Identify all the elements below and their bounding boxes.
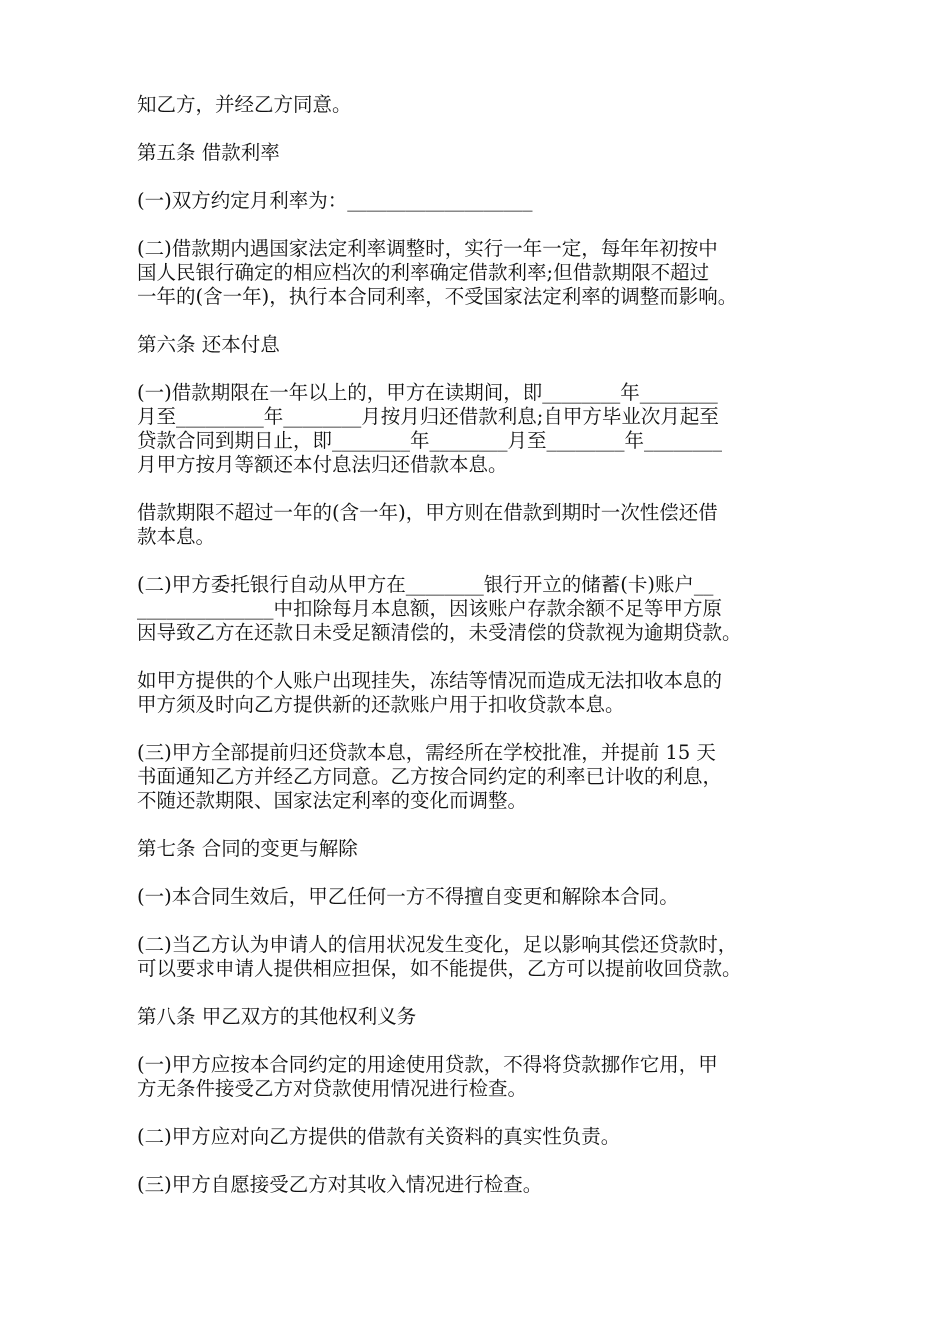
text-line: 方无条件接受乙方对贷款使用情况进行检查。: [137, 1077, 528, 1100]
section-heading: [137, 837, 817, 861]
text-line: 因导致乙方在还款日未受足额清偿的，未受清偿的贷款视为逾期贷款。: [137, 621, 742, 644]
paragraph: [137, 933, 817, 981]
text-line: 不随还款期限、国家法定利率的变化而调整。: [137, 789, 528, 812]
text-line: 知乙方，并经乙方同意。: [137, 93, 352, 116]
paragraph: [137, 237, 817, 309]
text-line: (二)借款期内遇国家法定利率调整时，实行一年一定，每年年初按中: [137, 237, 718, 260]
text-line: 甲方须及时向乙方提供新的还款账户用于扣收贷款本息。: [137, 693, 625, 716]
paragraph: [137, 741, 817, 813]
paragraph: [137, 501, 817, 549]
text-line: (三)甲方全部提前归还贷款本息，需经所在学校批准，并提前 15 天: [137, 741, 716, 764]
text-line: 第七条 合同的变更与解除: [137, 837, 358, 860]
paragraph: [137, 1053, 817, 1101]
text-line: (一)本合同生效后，甲乙任何一方不得擅自变更和解除本合同。: [137, 885, 679, 908]
text-line: (一)甲方应按本合同约定的用途使用贷款，不得将贷款挪作它用，甲: [137, 1053, 718, 1076]
text-line: (二)当乙方认为申请人的信用状况发生变化，足以影响其偿还贷款时，: [137, 933, 738, 956]
text-line: (一)双方约定月利率为：___________________: [137, 189, 533, 212]
text-line: (一)借款期限在一年以上的，甲方在读期间，即________年________: [137, 381, 718, 404]
paragraph: [137, 93, 817, 117]
text-line: 国人民银行确定的相应档次的利率确定借款利率;但借款期限不超过: [137, 261, 710, 284]
paragraph: [137, 1173, 817, 1197]
paragraph: [137, 189, 817, 213]
section-heading: [137, 1005, 817, 1029]
section-heading: [137, 141, 817, 165]
paragraph: [137, 381, 817, 477]
paragraph: [137, 1125, 817, 1149]
text-line: 月至_________年________月按月归还借款利息;自甲方毕业次月起至: [137, 405, 719, 428]
paragraph: [137, 669, 817, 717]
text-line: 如甲方提供的个人账户出现挂失，冻结等情况而造成无法扣收本息的: [137, 669, 723, 692]
text-line: 可以要求申请人提供相应担保，如不能提供，乙方可以提前收回贷款。: [137, 957, 742, 980]
text-line: 第六条 还本付息: [137, 333, 280, 356]
text-line: 第五条 借款利率: [137, 141, 280, 164]
text-line: (二)甲方应对向乙方提供的借款有关资料的真实性负责。: [137, 1125, 621, 1148]
text-line: 一年的(含一年)，执行本合同利率，不受国家法定利率的调整而影响。: [137, 285, 738, 308]
section-heading: [137, 333, 817, 357]
text-line: ______________中扣除每月本息额，因该账户存款余额不足等甲方原: [137, 597, 723, 620]
document-page: [137, 93, 817, 1221]
text-line: 书面通知乙方并经乙方同意。乙方按合同约定的利率已计收的利息，: [137, 765, 723, 788]
text-line: 借款期限不超过一年的(含一年)，甲方则在借款到期时一次性偿还借: [137, 501, 718, 524]
text-line: (二)甲方委托银行自动从甲方在________银行开立的储蓄(卡)账户__: [137, 573, 714, 596]
text-line: 贷款合同到期日止，即________年________月至________年________: [137, 429, 723, 452]
text-line: 第八条 甲乙双方的其他权利义务: [137, 1005, 417, 1028]
paragraph: [137, 885, 817, 909]
paragraph: [137, 573, 817, 645]
text-line: 款本息。: [137, 525, 216, 548]
text-line: 月甲方按月等额还本付息法归还借款本息。: [137, 453, 508, 476]
text-line: (三)甲方自愿接受乙方对其收入情况进行检查。: [137, 1173, 543, 1196]
